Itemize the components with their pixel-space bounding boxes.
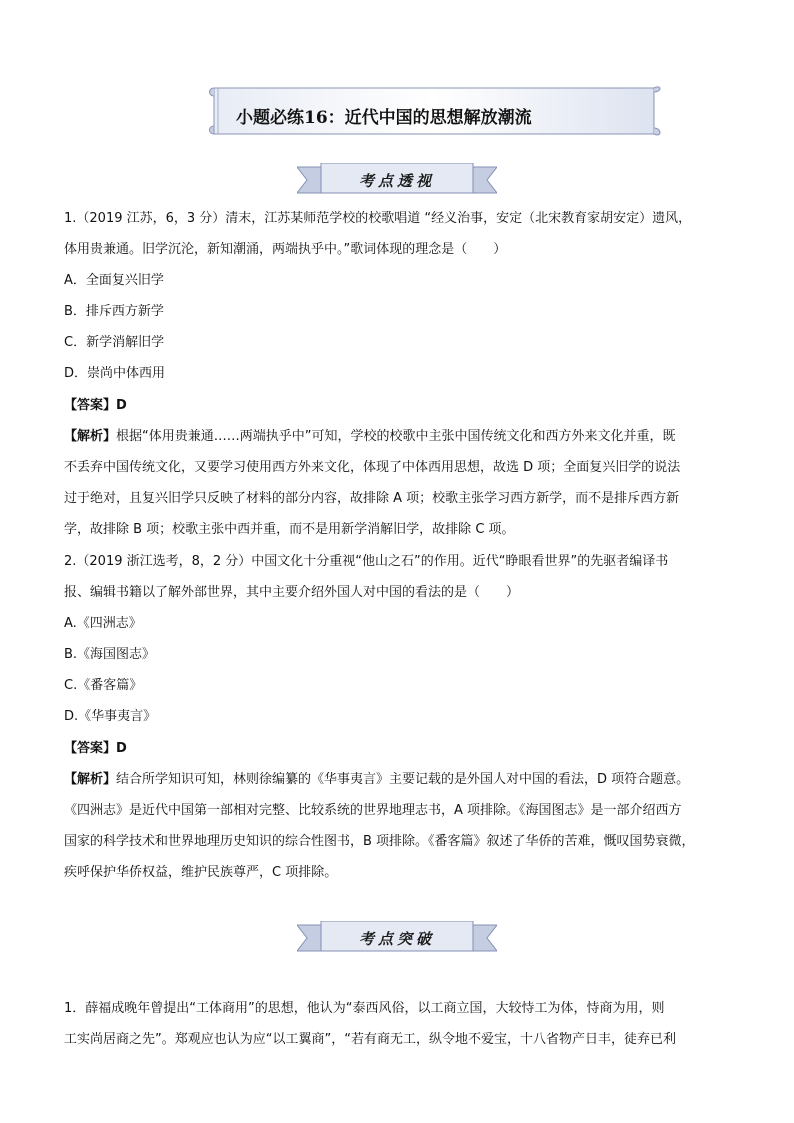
q2-option-b: B.《海国图志》 [64, 647, 156, 662]
q1-option-b: B．排斥西方新学 [64, 304, 164, 319]
q2-answer: 【答案】D [64, 741, 127, 756]
q1-stem-line1: 1.（2019 江苏，6，3 分）清末，江苏某师范学校的校歌唱道 “经义治事，安定（北宋教育家胡安定）遗风， [64, 211, 692, 226]
q1-answer: 【答案】D [64, 398, 127, 413]
section-ribbon-2 [297, 921, 497, 955]
section-ribbon-1 [297, 163, 497, 197]
q2-analysis-line2: 《四洲志》是近代中国第一部相对完整、比较系统的世界地理志书，A 项排除。《海国图志》是一部介绍西方 [64, 803, 682, 818]
q3-stem-line1: 1．薛福成晚年曾提出“工体商用”的思想，他认为“泰西风俗，以工商立国，大较恃工为体，恃商为用，则 [64, 1001, 665, 1016]
analysis-text: 根据“体用贵兼通……两端执乎中”可知，学校的校歌中主张中国传统文化和西方外来文化并重，既 [116, 429, 676, 444]
analysis-label: 【解析】 [64, 429, 117, 444]
q2-analysis-line4: 疾呼保护华侨权益，维护民族尊严，C 项排除。 [64, 865, 338, 880]
q2-option-d: D.《华事夷言》 [64, 709, 157, 724]
q1-analysis-line4: 学，故排除 B 项；校歌主张中西并重，而不是用新学消解旧学，故排除 C 项。 [64, 522, 515, 537]
q2-option-a: A.《四洲志》 [64, 616, 142, 631]
q2-analysis-line3: 国家的科学技术和世界地理历史知识的综合性图书，B 项排除。《番客篇》叙述了华侨的苦难，慨叹国势衰微， [64, 834, 695, 849]
analysis-label: 【解析】 [64, 772, 117, 787]
analysis-text: 结合所学知识可知，林则徐编纂的《华事夷言》主要记载的是外国人对中国的看法，D 项符合题意。 [116, 772, 690, 787]
section-title-2: 考点突破 [358, 930, 435, 948]
q2-stem-line1: 2.（2019 浙江选考，8，2 分）中国文化十分重视“他山之石”的作用。近代“睁眼看世界”的先驱者编译书 [64, 554, 669, 569]
q1-option-a: A．全面复兴旧学 [64, 273, 164, 288]
q3-stem-line2: 工实尚居商之先”。郑观应也认为应“以工翼商”，“若有商无工，纵令地不爱宝，十八省物产日丰，徒弃已利 [64, 1032, 676, 1047]
q1-option-c: C．新学消解旧学 [64, 335, 165, 350]
q2-option-c: C.《番客篇》 [64, 678, 143, 693]
q1-option-d: D．崇尚中体西用 [64, 366, 166, 381]
q2-stem-line2: 报、编辑书籍以了解外部世界，其中主要介绍外国人对中国的看法的是（ ） [64, 585, 520, 600]
q1-stem-line2: 体用贵兼通。旧学沉沦，新知潮涌，两端执乎中。”歌词体现的理念是（ ） [64, 242, 507, 257]
title-banner [206, 82, 664, 140]
section-title-1: 考点透视 [358, 172, 435, 190]
page-title: 小题必练16：近代中国的思想解放潮流 [236, 108, 532, 128]
q1-analysis-line3: 过于绝对，且复兴旧学只反映了材料的部分内容，故排除 A 项；校歌主张学习西方新学，而不是排斥西方新 [64, 491, 680, 506]
q2-analysis-line1 [64, 771, 689, 789]
q1-analysis-line1 [64, 428, 676, 446]
q1-analysis-line2: 不丢弃中国传统文化，又要学习使用西方外来文化，体现了中体西用思想，故选 D 项；全面复兴旧学的说法 [64, 460, 681, 475]
